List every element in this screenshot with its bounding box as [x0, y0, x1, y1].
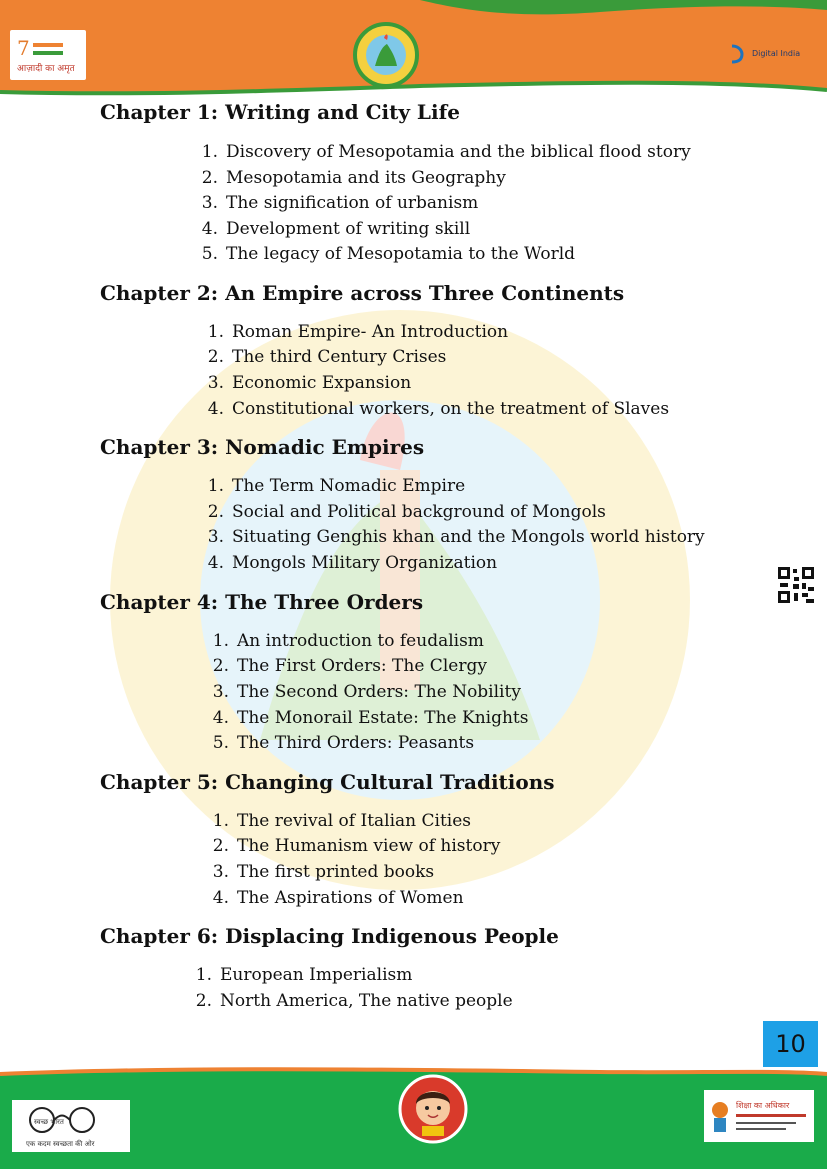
list-item: 3. The Second Orders: The Nobility — [212, 682, 521, 702]
page-number: 10 — [763, 1021, 818, 1067]
list-item: 5. The Third Orders: Peasants — [212, 733, 475, 753]
swachh-bharat-logo — [12, 1100, 130, 1152]
list-item: 2. The third Century Crises — [207, 347, 447, 367]
chapter-3-title: Chapter 3: Nomadic Empires — [100, 435, 425, 459]
list-item: 1. Roman Empire- An Introduction — [207, 322, 509, 342]
list-item: 4. The Aspirations of Women — [212, 888, 464, 908]
svg-text:आज़ादी का अमृत: आज़ादी का अमृत — [17, 64, 75, 74]
education-board-emblem — [353, 22, 419, 88]
list-item: 2. Mesopotamia and its Geography — [201, 168, 506, 188]
list-item: 3. The signification of urbanism — [201, 193, 479, 213]
list-item: 5. The legacy of Mesopotamia to the World — [201, 244, 576, 264]
list-item: 4. Mongols Military Organization — [207, 553, 498, 573]
svg-text:7: 7 — [17, 36, 30, 60]
list-item: 4. Constitutional workers, on the treatment of Slaves — [207, 399, 670, 419]
svg-text:Digital India: Digital India — [752, 49, 801, 58]
chapter-5-title: Chapter 5: Changing Cultural Traditions — [100, 770, 555, 794]
list-item: 1. An introduction to feudalism — [212, 631, 484, 651]
qr-code-icon[interactable] — [776, 565, 816, 605]
svg-text:एक कदम स्वच्छता की ओर: एक कदम स्वच्छता की ओर — [26, 1140, 95, 1148]
list-item: 2. The First Orders: The Clergy — [212, 656, 487, 676]
list-item: 1. The revival of Italian Cities — [212, 811, 472, 831]
shiksha-ka-adhikar-logo — [704, 1090, 814, 1142]
list-item: 1. Discovery of Mesopotamia and the biblical flood story — [201, 142, 691, 162]
svg-text:स्वच्छ भारत: स्वच्छ भारत — [34, 1118, 64, 1126]
list-item: 2. The Humanism view of history — [212, 836, 501, 856]
svg-text:शिक्षा का अधिकार: शिक्षा का अधिकार — [736, 1101, 790, 1110]
list-item: 4. Development of writing skill — [201, 219, 471, 239]
beti-bachao-beti-padhao-logo — [398, 1074, 468, 1144]
chapter-6-title: Chapter 6: Displacing Indigenous People — [100, 924, 559, 948]
list-item: 1. European Imperialism — [195, 965, 413, 985]
list-item: 4. The Monorail Estate: The Knights — [212, 708, 529, 728]
azadi-ka-amrit-mahotsav-logo — [10, 30, 86, 80]
list-item: 3. Situating Genghis khan and the Mongols world history — [207, 527, 705, 547]
chapter-1-title: Chapter 1: Writing and City Life — [100, 100, 460, 124]
chapter-2-title: Chapter 2: An Empire across Three Continents — [100, 281, 625, 305]
chapter-4-title: Chapter 4: The Three Orders — [100, 590, 424, 614]
list-item: 3. Economic Expansion — [207, 373, 412, 393]
digital-india-logo — [726, 38, 806, 70]
list-item: 2. North America, The native people — [195, 991, 513, 1011]
list-item: 2. Social and Political background of Mongols — [207, 502, 606, 522]
list-item: 1. The Term Nomadic Empire — [207, 476, 466, 496]
list-item: 3. The first printed books — [212, 862, 435, 882]
